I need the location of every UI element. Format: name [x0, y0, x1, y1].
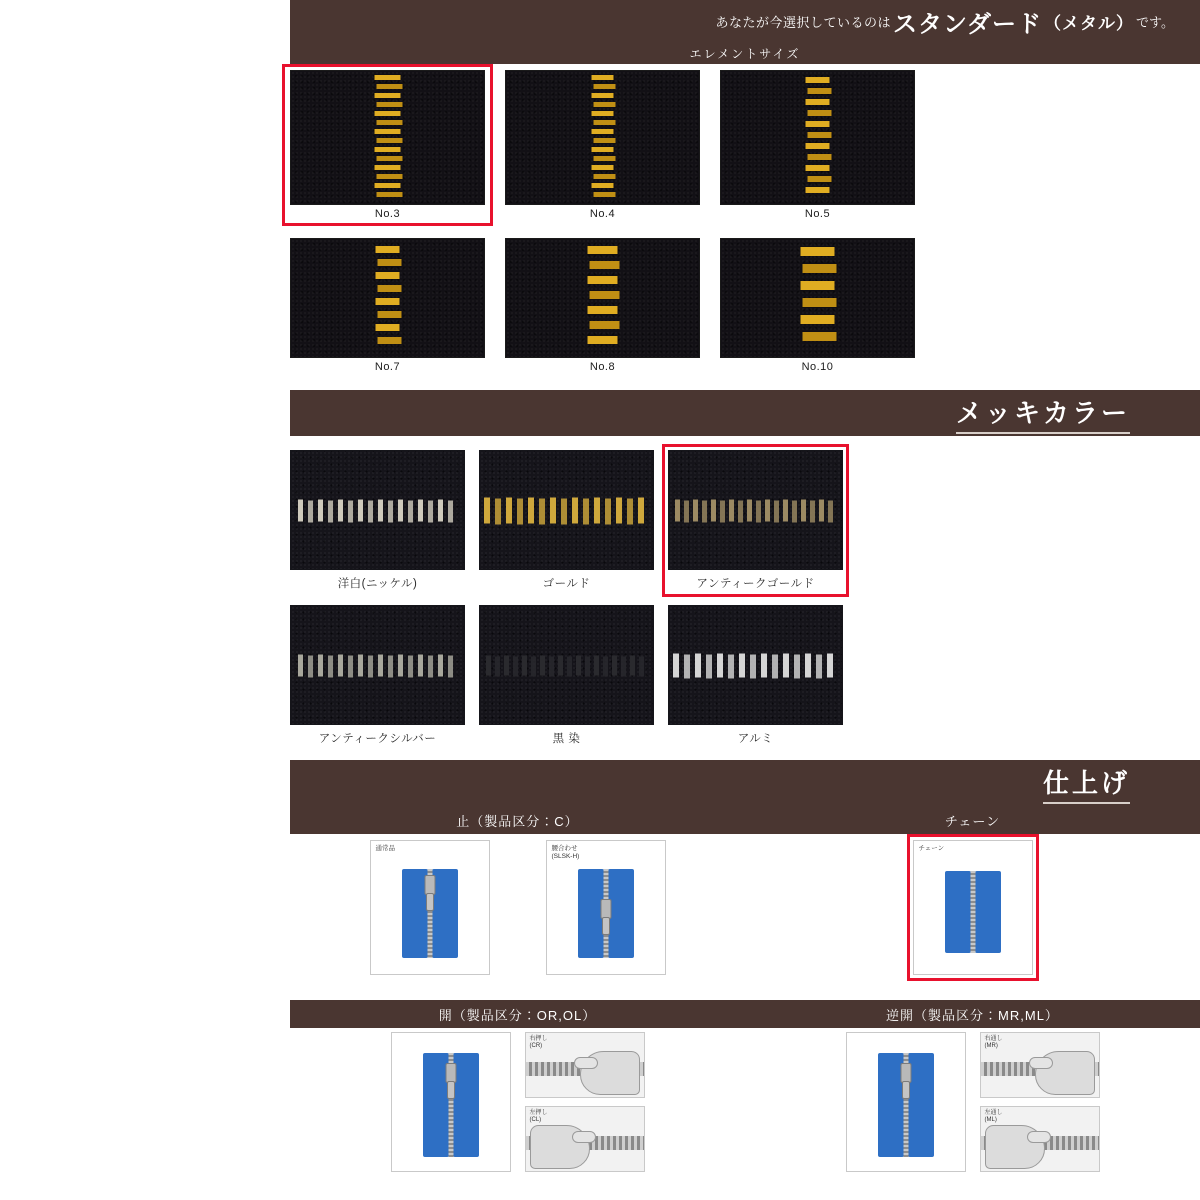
- zipper-tape-right: [608, 869, 634, 958]
- element-size-label: No.8: [589, 361, 616, 373]
- plating-row-2: [290, 605, 1200, 746]
- zipper-slider: [445, 1063, 456, 1083]
- plating-section-title: メッキカラー: [956, 393, 1130, 434]
- zipper-chain: [970, 871, 975, 953]
- finishing-reverse-open-group: [745, 1032, 1200, 1172]
- element-size-label: No.4: [589, 208, 616, 220]
- zipper-slider: [600, 899, 611, 919]
- zipper-teeth: [291, 653, 464, 678]
- plating-section-bar: [290, 390, 1200, 436]
- element-size-label: No.3: [374, 208, 401, 220]
- zipper-teeth: [669, 652, 842, 679]
- plating-label: ゴールド: [542, 578, 591, 590]
- element-size-swatch[interactable]: [505, 70, 700, 205]
- finishing-option-card[interactable]: [846, 1032, 966, 1172]
- element-size-grid: [290, 70, 1200, 373]
- element-size-option[interactable]: [290, 238, 485, 373]
- element-size-option[interactable]: [720, 70, 915, 220]
- zipper-teeth: [669, 498, 842, 523]
- finishing-chain-group: [745, 840, 1200, 975]
- element-size-label: No.5: [804, 208, 831, 220]
- finishing-group-open: 開（製品区分：OR,OL）: [438, 1007, 597, 1023]
- finishing-section-title: 仕上げ: [1043, 763, 1130, 804]
- finishing-hand-illustration: [980, 1106, 1100, 1172]
- plating-label: 黒 染: [552, 733, 581, 745]
- plating-option[interactable]: [479, 605, 654, 746]
- plating-label: アルミ: [737, 733, 774, 745]
- element-size-swatch[interactable]: [720, 70, 915, 205]
- zipper-teeth: [799, 239, 836, 357]
- finishing-stop-group: [290, 840, 745, 975]
- plating-swatch[interactable]: [290, 605, 465, 725]
- zipper-tape-right: [453, 1053, 479, 1157]
- finishing-group-stop: 止（製品区分：C）: [456, 813, 579, 829]
- finishing-top-group-bar: [290, 806, 1200, 834]
- plating-option[interactable]: [668, 450, 843, 591]
- zipper-teeth: [804, 71, 831, 204]
- zipper-teeth: [291, 498, 464, 523]
- zipper-puller: [902, 1081, 910, 1099]
- plating-row-1: [290, 450, 1200, 591]
- hand-finger: [1027, 1131, 1051, 1143]
- finishing-option-card[interactable]: [391, 1032, 511, 1172]
- plating-grid: [290, 450, 1200, 746]
- hand-illustration-caption: 右押し (CR): [529, 1036, 548, 1050]
- zipper-teeth: [374, 239, 401, 357]
- element-size-swatch[interactable]: [290, 70, 485, 205]
- header-bar: [290, 0, 1200, 42]
- hand-illustration-caption: 左押し (CL): [529, 1110, 548, 1124]
- finishing-option-card[interactable]: [913, 840, 1033, 975]
- element-size-option[interactable]: [505, 238, 700, 373]
- header-lead-text: あなたが今選択しているのは: [715, 14, 891, 30]
- finishing-card-caption: 腰合わせ (SLSK-H): [551, 845, 580, 861]
- finishing-card-row-top: [290, 840, 1200, 975]
- zipper-tape-left: [945, 871, 971, 953]
- finishing-bottom-group-bar: [290, 1000, 1200, 1028]
- finishing-hand-illustration: [525, 1106, 645, 1172]
- element-size-option[interactable]: [505, 70, 700, 220]
- zipper-tape-right: [432, 869, 458, 958]
- finishing-card-row-bottom: [290, 1032, 1200, 1172]
- finishing-option-card[interactable]: [370, 840, 490, 975]
- element-size-option[interactable]: [720, 238, 915, 373]
- plating-label: アンティークゴールド: [696, 578, 815, 590]
- element-size-title: エレメントサイズ: [689, 46, 801, 61]
- hand-illustration-caption: 左通し (ML): [984, 1110, 1003, 1124]
- element-size-row-1: [290, 70, 1200, 220]
- finishing-card-caption: 通常品: [375, 845, 395, 852]
- zipper-teeth: [480, 654, 653, 677]
- element-size-row-2: [290, 238, 1200, 373]
- finishing-hand-illustration: [525, 1032, 645, 1098]
- finishing-card-caption: チェーン: [918, 845, 945, 852]
- zipper-puller: [447, 1081, 455, 1099]
- hand-finger: [574, 1057, 598, 1069]
- plating-swatch[interactable]: [668, 605, 843, 725]
- finishing-hand-illustration: [980, 1032, 1100, 1098]
- finishing-option-card[interactable]: [546, 840, 666, 975]
- zipper-slider: [424, 875, 435, 895]
- hand-illustration-stack: [980, 1032, 1100, 1172]
- zipper-teeth: [590, 71, 615, 204]
- element-size-swatch[interactable]: [290, 238, 485, 358]
- header-product-sub: （メタル）: [1044, 13, 1135, 33]
- plating-swatch[interactable]: [668, 450, 843, 570]
- finishing-group-chain: チェーン: [944, 813, 1001, 829]
- zipper-teeth: [373, 71, 402, 204]
- plating-swatch[interactable]: [479, 605, 654, 725]
- header-tail-text: です。: [1136, 14, 1174, 30]
- plating-swatch[interactable]: [479, 450, 654, 570]
- plating-option[interactable]: [668, 605, 843, 746]
- plating-swatch[interactable]: [290, 450, 465, 570]
- zipper-tape-right: [975, 871, 1001, 953]
- hand-finger: [572, 1131, 596, 1143]
- finishing-section-bar: [290, 760, 1200, 806]
- finishing-open-group: [290, 1032, 745, 1172]
- element-size-swatch[interactable]: [505, 238, 700, 358]
- zipper-teeth: [480, 496, 653, 525]
- finishing-group-reverse-open: 逆開（製品区分：MR,ML）: [886, 1007, 1059, 1023]
- element-size-label: No.10: [801, 361, 834, 373]
- header-product-main: スタンダード: [892, 10, 1043, 38]
- plating-option[interactable]: [290, 605, 465, 746]
- plating-label: アンティークシルバー: [318, 733, 437, 745]
- zipper-tape-right: [908, 1053, 934, 1157]
- element-size-option[interactable]: [290, 70, 485, 220]
- plating-option[interactable]: [290, 450, 465, 591]
- zipper-teeth: [586, 239, 619, 357]
- hand-finger: [1029, 1057, 1053, 1069]
- plating-option[interactable]: [479, 450, 654, 591]
- plating-label: 洋白(ニッケル): [337, 578, 418, 590]
- hand-illustration-caption: 右通し (MR): [984, 1036, 1003, 1050]
- element-size-section-label: [290, 42, 1200, 64]
- element-size-label: No.7: [374, 361, 401, 373]
- zipper-slider: [900, 1063, 911, 1083]
- zipper-puller: [602, 917, 610, 935]
- zipper-puller: [426, 893, 434, 911]
- hand-illustration-stack: [525, 1032, 645, 1172]
- element-size-swatch[interactable]: [720, 238, 915, 358]
